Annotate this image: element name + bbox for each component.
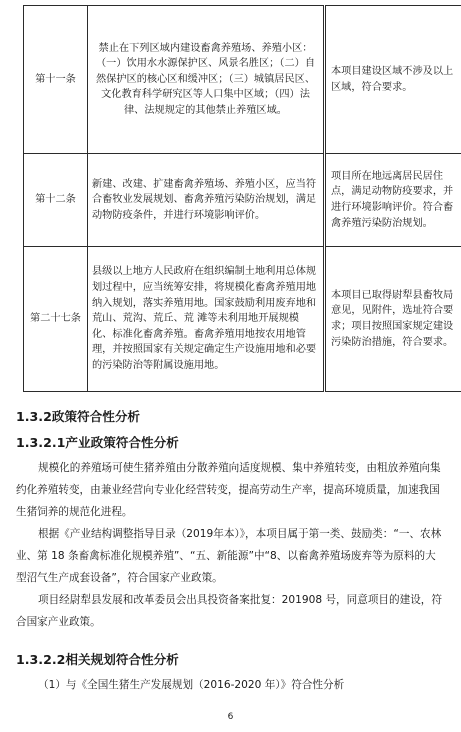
table-row — [24, 154, 461, 247]
assessment-cell: 项目所在地远离居民居住点，满足动物防疫要求，并进行环境影响评价。符合畜禽养殖污染防治规划。 — [325, 154, 461, 247]
paragraph-scale-farming: 规模化的养殖场可使生猪养殖由分散养殖向适度规模、集中养殖转变，由粗放养殖向集约化养殖转变，由兼业经营向专业化经营转变，提高劳动生产率，提高环境质量，加速我国生猪饲养的规范化进程。 — [16, 462, 441, 518]
assessment-cell: 本项目已取得尉犁县畜牧局意见，见附件，选址符合要求；项目按照国家规定建设污染防治措施，符合要求。 — [325, 247, 461, 392]
section-number: 1.3.2 — [16, 409, 52, 424]
section-number: 1.3.2.2 — [16, 652, 66, 667]
section-heading-1-3-2 — [16, 406, 140, 425]
section-title: 政策符合性分析 — [51, 409, 141, 424]
section-title: 相关规划符合性分析 — [65, 652, 179, 667]
assessment-cell: 本项目建设区域不涉及以上区域，符合要求。 — [325, 6, 461, 154]
table-row — [24, 247, 461, 392]
paragraph-pig-plan: （1）与《全国生猪生产发展规划（2016-2020 年）》符合性分析 — [38, 679, 345, 691]
section-heading-1-3-2-2 — [16, 649, 179, 668]
section-title: 产业政策符合性分析 — [65, 435, 179, 450]
section-number: 1.3.2.1 — [16, 435, 66, 450]
article-cell: 第二十七条 — [24, 247, 88, 392]
regulation-compliance-table — [23, 5, 461, 392]
article-cell: 第十一条 — [24, 6, 88, 154]
content-cell: 新建、改建、扩建畜禽养殖场、养殖小区，应当符合畜牧业发展规划、畜禽养殖污染防治规划，满足动物防疫条件，并进行环境影响评价。 — [88, 154, 325, 247]
article-cell: 第十二条 — [24, 154, 88, 247]
content-cell: 禁止在下列区域内建设畜禽养殖场、养殖小区：（一）饮用水水源保护区、风景名胜区；（二）自然保护区的核心区和缓冲区；（三）城镇居民区、文化教育科学研究区等人口集中区域；（四）法律、法规规定的其他禁止养殖区域。 — [88, 6, 325, 154]
content-cell: 县级以上地方人民政府在组织编制土地利用总体规划过程中，应当统筹安排，将规模化畜禽养殖用地纳入规划，落实养殖用地。国家鼓励利用废弃地和荒山、荒沟、荒丘、荒 滩等未利用地开展规模化、标准化畜禽养殖。畜禽养殖用地按农用地管理，并按照国家有关规定确定生产设施用地和必要的污染防治等附属设施用地。 — [88, 247, 325, 392]
page-number: 6 — [227, 712, 234, 722]
table-row — [24, 6, 461, 154]
paragraph-investment-approval: 项目经尉犁县发展和改革委员会出具投资备案批复：201908 号，同意项目的建设，符合国家产业政策。 — [16, 594, 442, 628]
section-heading-1-3-2-1 — [16, 432, 179, 451]
paragraph-industry-catalog: 根据《产业结构调整指导目录（2019年本）》，本项目属于第一类、鼓励类：“一、农林业、第 18 条畜禽标准化规模养殖”、“五、新能源”中“8、以畜禽养殖场废弃等为原料的大型沼气生产成套设备”，符合国家产业政策。 — [16, 528, 442, 584]
